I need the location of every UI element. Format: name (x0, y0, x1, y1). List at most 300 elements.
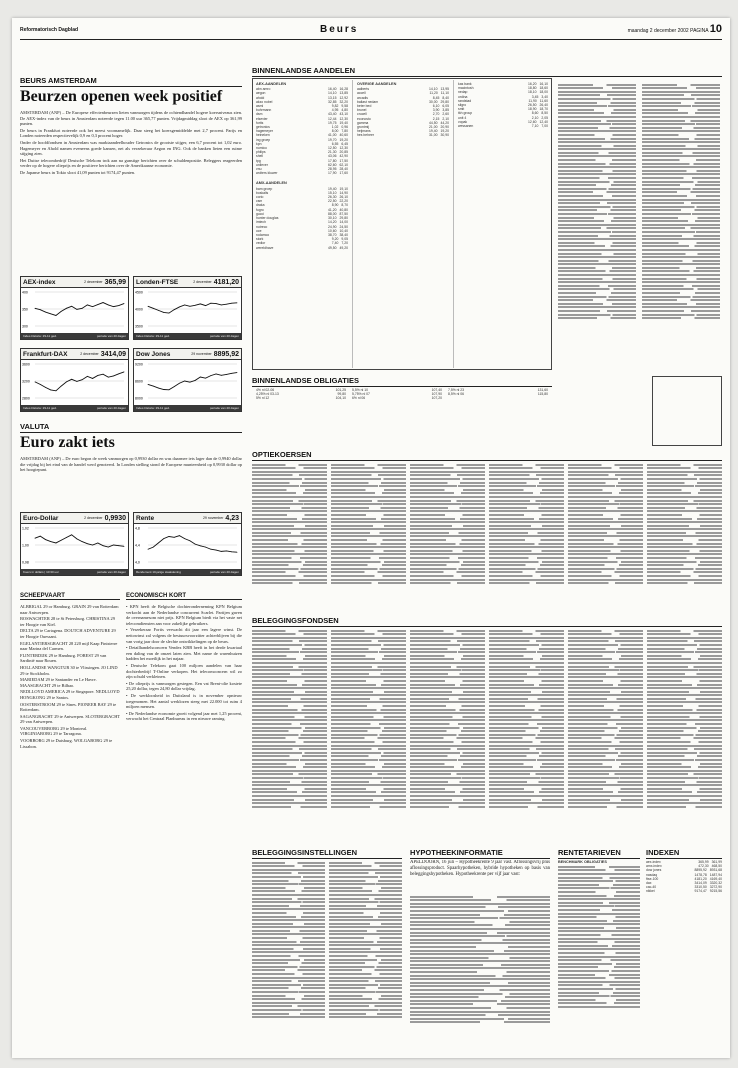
illegible-row (410, 996, 550, 998)
illegible-row (410, 489, 485, 491)
illegible-row (558, 984, 640, 986)
illegible-row (489, 525, 564, 527)
data-point (56, 543, 57, 544)
data-point (153, 386, 154, 387)
data-point (92, 306, 93, 307)
series-line (148, 303, 237, 313)
rente-title: RENTETARIEVEN (558, 848, 640, 859)
illegible-row (568, 773, 643, 775)
illegible-row (489, 806, 564, 808)
table-cell: ftse-100 (646, 876, 659, 881)
illegible-row (329, 991, 402, 993)
illegible-row (329, 894, 402, 896)
illegible-row (647, 770, 722, 772)
data-point (103, 545, 104, 546)
illegible-row (329, 987, 402, 989)
illegible-row (489, 658, 564, 660)
illegible-row (329, 862, 402, 864)
illegible-row (647, 791, 722, 793)
illegible-row (252, 507, 327, 509)
ship-entry: ALBRIGAL 29 or Hamburg. GRAIN 29 van Rotterdam naar Antwerpen. (20, 604, 119, 615)
illegible-row (331, 648, 406, 650)
illegible-row (252, 784, 327, 786)
page-number: 10 (709, 23, 722, 35)
illegible-row (252, 482, 327, 484)
illegible-row (568, 701, 643, 703)
aandelen-extra-col (642, 82, 720, 321)
table-cell: ballast nedam (357, 99, 379, 104)
illegible-row (410, 521, 485, 523)
illegible-row (558, 227, 636, 229)
chart-date: 2 december (84, 280, 103, 284)
chart-name: Rente (136, 514, 155, 522)
illegible-row (410, 503, 485, 505)
illegible-row (558, 877, 640, 879)
table-column (489, 628, 564, 809)
data-point (200, 377, 201, 378)
illegible-row (558, 306, 636, 308)
illegible-row (489, 763, 564, 765)
table-cell: 8,45 (432, 95, 440, 100)
illegible-row (558, 999, 640, 1001)
illegible-row (252, 514, 327, 516)
illegible-row (568, 705, 643, 707)
table-cell: 2,05 (541, 115, 548, 120)
illegible-row (647, 478, 722, 480)
table-cell: 15,10 (328, 190, 337, 195)
illegible-row (568, 532, 643, 534)
data-point (71, 306, 72, 307)
illegible-row (252, 539, 327, 541)
illegible-row (252, 890, 325, 892)
economie-item: • De werkloosheid in Duitsland is in november opnieuw toegenomen. Het aantal werklozen steeg met 22.000 tot ruim 4 miljoen mensen. (126, 692, 242, 710)
illegible-row (410, 766, 485, 768)
illegible-row (568, 478, 643, 480)
ship-entry: VOORBORG 29 te Duisburg. WOLGABORG 29 te Lissabon. (20, 738, 113, 749)
illegible-row (568, 525, 643, 527)
table-column (647, 628, 722, 809)
illegible-row (252, 745, 327, 747)
illegible-row (489, 705, 564, 707)
illegible-row (331, 500, 406, 502)
illegible-row (331, 755, 406, 757)
illegible-row (252, 564, 327, 566)
illegible-row (252, 752, 327, 754)
table-cell: aalberts (357, 87, 370, 92)
illegible-row (642, 181, 720, 183)
illegible-row (489, 561, 564, 563)
illegible-row (410, 482, 485, 484)
illegible-row (647, 500, 722, 502)
illegible-row (252, 777, 327, 779)
table-column (252, 628, 327, 809)
illegible-row (329, 941, 402, 943)
illegible-row (331, 507, 406, 509)
illegible-row (331, 478, 406, 480)
illegible-row (642, 152, 720, 154)
table-cell: 8,70 (341, 203, 348, 208)
illegible-row (331, 770, 406, 772)
illegible-row (642, 184, 720, 186)
illegible-row (642, 123, 720, 125)
illegible-row (568, 564, 643, 566)
table-cell: 32,85 (328, 99, 337, 104)
illegible-row (568, 687, 643, 689)
table-cell: getronics (256, 125, 270, 130)
table-cell: brunel (357, 108, 367, 113)
data-point (174, 537, 175, 538)
chart-foot-left: Index-historie: 29-11 ged. (23, 334, 57, 338)
illegible-row (647, 701, 722, 703)
table-column (252, 462, 327, 586)
illegible-row (489, 550, 564, 552)
table-cell: 21,00 (429, 125, 438, 130)
data-point (118, 545, 119, 546)
table-cell: 16,10 (539, 82, 548, 86)
illegible-row (252, 1013, 325, 1015)
data-point (231, 551, 232, 552)
illegible-row (568, 680, 643, 682)
table-cell: 40,80 (339, 207, 348, 212)
illegible-row (252, 912, 325, 914)
illegible-row (647, 673, 722, 675)
illegible-row (568, 745, 643, 747)
illegible-row (568, 496, 643, 498)
illegible-row (410, 957, 550, 959)
illegible-row (252, 969, 325, 971)
illegible-row (410, 942, 550, 944)
illegible-row (252, 701, 327, 703)
illegible-row (252, 872, 325, 874)
illegible-row (568, 510, 643, 512)
illegible-row (410, 928, 550, 930)
illegible-row (331, 806, 406, 808)
illegible-row (642, 317, 720, 319)
y-tick-label: 350 (22, 307, 28, 312)
illegible-row (647, 633, 722, 635)
illegible-row (410, 978, 550, 980)
table-cell: 14,10 (328, 91, 337, 96)
table-cell: 12,50 (328, 146, 337, 151)
illegible-row (329, 933, 402, 935)
illegible-row (568, 568, 643, 570)
illegible-row (642, 145, 720, 147)
illegible-row (410, 950, 550, 952)
illegible-row (642, 278, 720, 280)
table-cell: hes beheer (357, 133, 374, 138)
illegible-row (252, 984, 325, 986)
data-point (71, 534, 72, 535)
illegible-row (329, 923, 402, 925)
table-cell: 3,85 (442, 108, 449, 113)
illegible-row (252, 723, 327, 725)
illegible-row (252, 582, 327, 584)
illegible-row (642, 299, 720, 301)
table-cell: boskalis (256, 190, 269, 195)
paper-name: Reformatorisch Dagblad (20, 27, 79, 33)
amx-table-head: AMX-AANDELEN (256, 181, 287, 186)
illegible-row (558, 966, 640, 968)
illegible-row (252, 941, 325, 943)
illegible-row (331, 550, 406, 552)
data-point (221, 551, 222, 552)
illegible-row (329, 869, 402, 871)
table-cell: 6,10 (432, 104, 440, 109)
illegible-row (642, 130, 720, 132)
table-cell: fugro (256, 207, 264, 212)
chart-value: 4,23 (225, 514, 239, 522)
instellingen-grid (252, 860, 402, 1020)
illegible-row (252, 528, 327, 530)
illegible-row (331, 561, 406, 563)
illegible-row (331, 684, 406, 686)
table-cell: 2,70 (432, 112, 440, 117)
illegible-row (647, 766, 722, 768)
ship-entry: BOSWACHTER 28 te St Petersburg. CHRISTINA 29 ter Hoogte van Kiel. (20, 616, 115, 627)
illegible-row (329, 919, 402, 921)
illegible-row (489, 496, 564, 498)
illegible-row (331, 579, 406, 581)
illegible-row (331, 730, 406, 732)
illegible-row (647, 507, 722, 509)
illegible-row (410, 727, 485, 729)
illegible-row (568, 464, 643, 466)
data-point (124, 546, 125, 547)
illegible-row (252, 869, 325, 871)
illegible-row (647, 644, 722, 646)
illegible-row (252, 908, 325, 910)
illegible-row (489, 539, 564, 541)
illegible-row (558, 109, 636, 111)
illegible-row (568, 492, 643, 494)
table-cell: 17,60 (339, 171, 348, 176)
data-point (184, 538, 185, 539)
illegible-row (489, 474, 564, 476)
illegible-row (329, 937, 402, 939)
illegible-row (647, 777, 722, 779)
illegible-row (647, 514, 722, 516)
table-cell: unilever (256, 162, 268, 167)
illegible-row (410, 496, 485, 498)
illegible-row (331, 528, 406, 530)
illegible-row (252, 510, 327, 512)
table-cell: 28,40 (339, 167, 348, 172)
table-cell: 16,20 (528, 82, 537, 86)
illegible-row (558, 909, 640, 911)
illegible-row (647, 709, 722, 711)
table-cell: 115,80 (537, 392, 548, 397)
illegible-row (647, 571, 722, 573)
data-point (205, 378, 206, 379)
illegible-row (558, 887, 640, 889)
y-tick-label: 0,98 (22, 560, 29, 565)
illegible-row (329, 908, 402, 910)
chart-name: Frankfurt-DAX (23, 350, 68, 358)
illegible-row (331, 698, 406, 700)
illegible-row (642, 288, 720, 290)
illegible-row (410, 658, 485, 660)
economie-item: • KPN heeft de Belgische dochteronderneming KPN Belgium verkocht aan de Nederlandse concurrent Scarlet. Partijen gaven de overnamesom niet prijs. KPN Belgium biedt via het vaste net telecomdiensten aan voor zakelijke gebruikers. (126, 604, 242, 626)
illegible-row (331, 716, 406, 718)
chart-name: Euro-Dollar (23, 514, 59, 522)
table-cell: 20,90 (440, 125, 449, 130)
table-cell: 41,20 (328, 207, 337, 212)
illegible-row (558, 934, 640, 936)
table-cell: 7,00 (541, 124, 548, 129)
series-line (35, 372, 124, 391)
rente-table (558, 860, 640, 1010)
illegible-row (647, 648, 722, 650)
illegible-row (647, 630, 722, 632)
data-point (200, 545, 201, 546)
illegible-row (568, 644, 643, 646)
illegible-row (568, 752, 643, 754)
illegible-row (558, 206, 636, 208)
illegible-row (252, 633, 327, 635)
table-cell: macintosh (458, 86, 474, 91)
table-cell: 2,60 (442, 112, 449, 117)
chart-value: 365,99 (104, 278, 126, 286)
y-tick-label: 8600 (135, 379, 143, 384)
table-cell: fortis (256, 120, 264, 125)
illegible-row (558, 866, 640, 868)
data-point (210, 303, 211, 304)
illegible-row (331, 727, 406, 729)
illegible-row (489, 773, 564, 775)
illegible-row (558, 317, 636, 319)
illegible-row (410, 637, 485, 639)
illegible-row (489, 485, 564, 487)
data-point (87, 543, 88, 544)
illegible-row (568, 684, 643, 686)
illegible-row (489, 640, 564, 642)
table-cell: 16,28 (339, 87, 348, 92)
table-cell: grontmij (357, 125, 370, 130)
illegible-row (410, 935, 550, 937)
illegible-row (558, 281, 636, 283)
table-column (568, 628, 643, 809)
y-tick-label: 3200 (22, 379, 30, 384)
illegible-row (331, 535, 406, 537)
data-point (35, 308, 36, 309)
illegible-row (252, 977, 325, 979)
illegible-row (558, 202, 636, 204)
illegible-row (558, 977, 640, 979)
illegible-row (558, 242, 636, 244)
illegible-row (252, 521, 327, 523)
table-cell: 7,40 (331, 241, 339, 246)
table-cell: elsevier (256, 116, 268, 121)
table-column (329, 860, 402, 1020)
data-point (50, 541, 51, 542)
illegible-row (410, 1011, 550, 1013)
table-cell: 17,50 (339, 158, 348, 163)
illegible-row (558, 952, 640, 954)
table-cell: ing groep (256, 137, 271, 142)
data-point (76, 538, 77, 539)
illegible-row (252, 788, 327, 790)
illegible-row (558, 181, 636, 183)
illegible-row (252, 535, 327, 537)
chart-foot-left: Koers in dollars | 10:30 uur (23, 570, 59, 574)
table-cell: 13,95 (440, 87, 449, 92)
illegible-row (329, 948, 402, 950)
chart-name: Londen-FTSE (136, 278, 179, 286)
table-cell: 19,70 (328, 137, 337, 142)
illegible-row (331, 521, 406, 523)
table-cell: kas bank (458, 82, 472, 86)
illegible-row (252, 763, 327, 765)
illegible-row (410, 705, 485, 707)
illegible-row (558, 127, 636, 129)
chart-foot-left: Index-historie: 29-11 ged. (23, 406, 57, 410)
illegible-row (329, 930, 402, 932)
illegible-row (329, 905, 402, 907)
illegible-row (568, 806, 643, 808)
illegible-row (329, 969, 402, 971)
data-point (226, 374, 227, 375)
illegible-row (489, 579, 564, 581)
data-point (97, 375, 98, 376)
illegible-row (331, 546, 406, 548)
illegible-row (642, 306, 720, 308)
illegible-row (329, 998, 402, 1000)
table-cell: 10,40 (339, 228, 348, 233)
illegible-row (642, 155, 720, 157)
data-point (50, 313, 51, 314)
illegible-row (410, 752, 485, 754)
illegible-row (568, 471, 643, 473)
illegible-row (329, 898, 402, 900)
dax-chart (20, 348, 129, 412)
data-point (113, 376, 114, 377)
table-row (256, 171, 348, 175)
illegible-row (410, 467, 485, 469)
table-cell: 87,50 (339, 211, 348, 216)
illegible-row (331, 485, 406, 487)
illegible-row (642, 177, 720, 179)
illegible-row (642, 314, 720, 316)
table-cell: 2,10 (442, 116, 449, 121)
illegible-row (558, 884, 640, 886)
illegible-row (489, 528, 564, 530)
illegible-row (331, 571, 406, 573)
illegible-row (568, 630, 643, 632)
illegible-row (647, 705, 722, 707)
illegible-row (568, 755, 643, 757)
table-cell: 20,85 (339, 150, 348, 155)
data-point (153, 308, 154, 309)
illegible-row (568, 655, 643, 657)
table-cell: 19,10 (339, 186, 348, 191)
data-point (40, 309, 41, 310)
data-point (205, 547, 206, 548)
illegible-row (568, 748, 643, 750)
data-point (158, 388, 159, 389)
table-cell: vedior (256, 241, 266, 246)
illegible-row (558, 299, 636, 301)
beurs-paragraph: De beurs in Frankfurt noteerde ook het meest voornamelijk. Daar steeg het koersgemiddelde met 2,7 procent. Parijs en Londen noteerden respectievelijk 0,9 en 0,3 procent hoger. (20, 127, 242, 139)
illegible-row (558, 159, 636, 161)
illegible-row (410, 684, 485, 686)
data-point (35, 538, 36, 539)
illegible-row (489, 471, 564, 473)
illegible-row (568, 633, 643, 635)
illegible-row (568, 535, 643, 537)
illegible-row (489, 648, 564, 650)
table-cell: vnu (256, 167, 262, 172)
illegible-row (329, 887, 402, 889)
